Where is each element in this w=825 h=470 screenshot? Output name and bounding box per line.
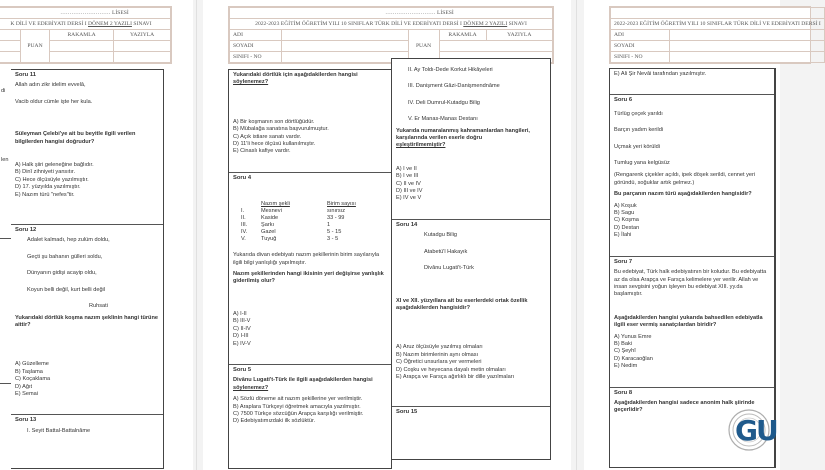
question-4: Soru 4 Nazım şekli Birim sayısı I. Mesnevi sınırsız II. Kaside 33 - 99 III. Şarkı 1 IV. Gazel 5 - 15 V. Tuyuğ 3 - 5 Yukarıda divan edebiyatı nazım şekillerinin birim sayılarıyla ilgili bilgi yanlışlığı yapılmıştır. Nazım şekillerinden hangi ikisinin yeri değişirse yanlışlık giderilmiş olur? A) I-II B) III-V C) II-IV D) I-III E) IV-V xyxy=(229,175,391,364)
question-column-right xyxy=(391,58,551,460)
option-a[interactable]: A) I ve II xyxy=(396,165,417,172)
watermark-logo xyxy=(727,402,787,462)
option-b[interactable]: B) Baki xyxy=(614,340,633,347)
option-c[interactable]: C) Hece ölçüsüyle yazılmıştır. xyxy=(15,176,89,183)
option-b[interactable]: B) Nazım birimlerinin aynı olması xyxy=(396,351,479,358)
option-d[interactable]: D) Edebiyatımızdaki ilk sözlüktür. xyxy=(233,418,316,425)
exam-page-3 xyxy=(584,0,821,470)
written-label: YAZIYLA xyxy=(114,30,171,41)
option-b[interactable]: B) Mübalağa sanatına başvurulmuştur. xyxy=(233,126,329,133)
class-no-label: SINIFI - NO xyxy=(230,52,282,63)
question-7: Soru 7 Bu edebiyat, Türk halk edebiyatının bir koludur. Bu edebiyatta az da olsa Arapça ve Farsça kelimelere yer verilir. Allah ve insan sevgisini yoğun işleyen bu edebiyat XIII. yy.da başlamıştır. Aşağıdakilerden hangisi yukarıda bahsedilen edebiyatla ilgili eser vermiş sanatçılardan biridir? A) Yunus Emre B) Baki C) Şeyhî D) Karacaoğlan E) Nedim xyxy=(610,259,774,387)
score-label: PUAN xyxy=(21,30,50,63)
question-3-continued: Yukarıdaki dörtlük için aşağıdakilerden hangisi söylenemez? A) Bir koşmanın son dörtlüğüdür. B) Mübalağa sanatına başvurulmuştur. C) Açık istiare sanatı vardır. D) 11'li hece ölçüsü kullanılmıştır. E) Cinaslı kafiye vardır. xyxy=(229,72,391,172)
surname-field[interactable] xyxy=(281,41,408,52)
option-c[interactable]: C) Açık istiare sanatı vardır. xyxy=(233,133,302,140)
surname-field[interactable] xyxy=(670,41,825,52)
option-c[interactable]: C) Koçaklama xyxy=(15,376,51,383)
exam-header-3 xyxy=(609,6,821,64)
option-e[interactable]: E) Nazım türü "nefes"tir. xyxy=(15,191,75,198)
question-5: Soru 5 Divânu Lugati't-Türk ile ilgili aşağıdakilerden hangisi söylenemez? A) Sözlü döneme ait nazım şekillerine yer verilmiştir. B) Araplara Türkçeyi öğretmek amacıyla yazılmıştır. C) 7500 Türkçe sözcüğün Arapça karşılığı verilmiştir. D) Edebiyatımızdaki ilk sözlüktür. xyxy=(229,367,391,426)
name-field[interactable] xyxy=(281,30,408,41)
option-c[interactable]: C) II ve IV xyxy=(396,180,421,187)
question-8: Soru 8 Aşağıdakilerden hangisi sadece anonim halk şiirinde geçerlidir? xyxy=(614,389,755,414)
option-d[interactable]: D) III ve IV xyxy=(396,188,423,195)
surname-label: SOYADI xyxy=(230,41,282,52)
numeric-score-field[interactable] xyxy=(50,41,114,52)
option-a[interactable]: A) Halk şiiri geleneğine bağlıdır. xyxy=(15,162,94,169)
school-name: ……………………… LİSESİ xyxy=(230,8,553,19)
table-row: IV. Gazel 5 - 15 xyxy=(241,229,342,236)
option-b[interactable]: B) Dinî zihniyeti yansıtır. xyxy=(15,169,75,176)
question-6: Soru 6 Türlüg çeçek yarıldı Barçın yadım kerildi Uçmak yeri körüldi Tumlug yana kelgüsüz (Rengarenk çiçekler açıldı, ipek döşek serildi, cennet yeri göründü, soğuklar artık gelmez.) Bu parçanın nazım türü aşağıdakilerden hangisidir? A) Koşuk B) Sagu C) Koşma D) Destan E) İlahi xyxy=(610,97,774,255)
school-name: ……………………… LİSESİ xyxy=(0,8,171,19)
score-label: PUAN xyxy=(408,30,439,63)
left-column-fragment: di len xyxy=(0,69,13,469)
option-c[interactable]: C) 7500 Türkçe sözcüğün Arapça karşılığı verilmiştir. xyxy=(233,410,364,417)
table-row: III. Şarkı 1 xyxy=(241,222,331,229)
question-13-continued: II. Ay Toldı-Dede Korkut Hikâyeleri III. Danişment Gâzi-Danişmendnâme IV. Deli Dumrul-Kutadgu Bilig V. Er Manas-Manas Destanı Yukarıda numaralanmış kahramanlardan hangileri, karşılarında verilen eserle doğru eşleştirilmemiştir? A) I ve II B) I ve III C) II ve IV D) III ve IV E) IV ve V xyxy=(392,59,550,219)
name-label: ADI xyxy=(230,30,282,41)
option-b[interactable]: B) Sagu xyxy=(614,210,635,217)
question-column-left xyxy=(228,69,392,469)
numeric-label: RAKAMLA xyxy=(50,30,114,41)
option-d[interactable]: D) I-III xyxy=(233,333,249,340)
school-name xyxy=(611,8,825,19)
option-a[interactable]: A) Bir koşmanın son dörtlüğüdür. xyxy=(233,118,315,125)
exam-title: K DİLİ VE EDEBİYATI DERSİ I DÖNEM 2 YAZILI SINAVI xyxy=(0,19,171,30)
option-c[interactable]: C) Şeyhî xyxy=(614,348,636,355)
class-no-field[interactable] xyxy=(281,52,408,63)
poem-author: Ruhsati xyxy=(89,303,108,310)
table-row: I. Mesnevi sınırsız xyxy=(241,208,346,215)
option-b[interactable]: B) Araplara Türkçeyi öğretmek amacıyla yazılmıştır. xyxy=(233,403,361,410)
exam-page-2 xyxy=(203,0,571,470)
option-b[interactable]: B) Taşlama xyxy=(15,368,43,375)
watermark-text: GU xyxy=(735,414,777,447)
option-d[interactable]: D) 11'li hece ölçüsü kullanılmıştır. xyxy=(233,141,316,148)
option-d[interactable]: D) Coşku ve heyecana dayalı metin olmaları xyxy=(396,366,506,373)
option-e[interactable]: E) Ali Şir Nevâi tarafından yazılmıştır. xyxy=(614,71,707,77)
exam-page-1 xyxy=(0,0,193,470)
option-d[interactable]: D) Karacaoğlan xyxy=(614,355,653,362)
option-e[interactable]: E) Arapça ve Farsça ağırlıklı bir dille yazılmaları xyxy=(396,373,515,380)
score-field[interactable] xyxy=(439,41,552,52)
exam-header-1 xyxy=(0,6,172,64)
table-row: V. Tuyuğ 3 - 5 xyxy=(241,236,339,243)
class-no-field[interactable] xyxy=(670,52,825,63)
option-a[interactable]: A) Sözlü döneme ait nazım şekillerine yer verilmiştir. xyxy=(233,396,363,403)
name-label: ADI xyxy=(611,30,670,41)
name-field[interactable] xyxy=(670,30,825,41)
option-a[interactable]: A) Yunus Emre xyxy=(614,333,652,340)
question-11: Soru 11 Allah adın zikr idelim evvelâ, Vacib oldur cümle işte her kula. Süleyman Çelebi'ye ait bu beyitle ilgili verilen bilgilerden hangisi doğrudur? A) Halk şiiri geleneğine bağlıdır. B) Dinî zihniyeti yansıtır. C) Hece ölçüsüyle yazılmıştır. D) 17. yüzyılda yazılmıştır. E) Nazım türü "nefes"tir. xyxy=(11,72,163,224)
question-13: Soru 13 I. Seyit Battal-Battalnâme xyxy=(15,417,91,434)
nazim-table: Nazım şekli Birim sayısı I. Mesnevi sınırsız II. Kaside 33 - 99 III. Şarkı 1 IV. Gazel 5 - 15 V. Tuyuğ 3 - 5 xyxy=(241,201,362,243)
question-15: Soru 15 xyxy=(396,409,418,416)
option-a[interactable]: A) I-II xyxy=(233,310,247,317)
option-c[interactable]: C) Koşma xyxy=(614,217,639,224)
option-e[interactable]: E) IV ve V xyxy=(396,195,422,202)
option-a[interactable]: A) Güzelleme xyxy=(15,361,49,368)
exam-title: 2022-2023 EĞİTİM ÖĞRETİM YILI 10 SINIFLAR TÜRK DİLİ VE EDEBİYATI DERSİ I DÖNEM 2 YAZILI SINAVI xyxy=(230,19,553,30)
option-e[interactable]: E) İlahi xyxy=(614,232,632,239)
exam-title: 2022-2023 EĞİTİM ÖĞRETİM YILI 10 SINIFLAR TÜRK DİLİ VE EDEBİYATI DERSİ I xyxy=(611,19,825,30)
option-d[interactable]: D) 17. yüzyılda yazılmıştır. xyxy=(15,184,81,191)
exam-header-2: ……………………… LİSESİ 2022-2023 EĞİTİM ÖĞRETİM YILI 10 SINIFLAR TÜRK DİLİ VE EDEBİYATI DERSİ I DÖNEM 2 YAZILI SINAVI ADI PUAN RAKAMLA YAZIYLA SOYADI SINIFI - NO xyxy=(228,6,554,64)
option-b[interactable]: B) III-V xyxy=(233,318,251,325)
written-score-field[interactable] xyxy=(114,41,171,52)
option-a[interactable]: A) Aruz ölçüsüyle yazılmış olmaları xyxy=(396,344,483,351)
question-14: Soru 14 Kutadgu Bilig Atabetü'l Hakayık Divânu Lugati't-Türk XI ve XII. yüzyıllara ait bu eserlerdeki ortak özellik aşağıdakilerden hangisidir? A) Aruz ölçüsüyle yazılmış olmaları B) Nazım birimlerinin aynı olması C) Öğretici unsurlara yer vermeleri D) Coşku ve heyecana dayalı metin olmaları E) Arapça ve Farsça ağırlıklı bir dille yazılmaları xyxy=(392,222,550,406)
option-b[interactable]: B) I ve III xyxy=(396,173,419,180)
surname-label: SOYADI xyxy=(611,41,670,52)
option-d[interactable]: D) Destan xyxy=(614,224,640,231)
option-d[interactable]: D) Ağıt xyxy=(15,383,33,390)
question-12: Soru 12 Adalet kalmadı, hep zulüm doldu, Geçti şu bahanın gülleri soldu, Dünyanın gidişi acayip oldu, Koyun belli değil, kurt belli değil Ruhsati Yukarıdaki dörtlük koşma nazım şeklinin hangi türüne aittir? A) Güzelleme B) Taşlama C) Koçaklama D) Ağıt E) Semai xyxy=(15,227,158,397)
question-column xyxy=(11,69,164,469)
class-no-label: SINIFI - NO xyxy=(611,52,670,63)
option-e[interactable]: E) Cinaslı kafiye vardır. xyxy=(233,148,291,155)
option-e[interactable]: E) Semai xyxy=(15,390,39,397)
option-e[interactable]: E) IV-V xyxy=(233,340,251,347)
option-e[interactable]: E) Nedim xyxy=(614,363,638,370)
option-a[interactable]: A) Koşuk xyxy=(614,202,637,209)
table-row: II. Kaside 33 - 99 xyxy=(241,215,345,222)
option-c[interactable]: C) II-IV xyxy=(233,325,251,332)
question-5-end xyxy=(610,71,774,94)
option-c[interactable]: C) Öğretici unsurlara yer vermeleri xyxy=(396,359,482,366)
